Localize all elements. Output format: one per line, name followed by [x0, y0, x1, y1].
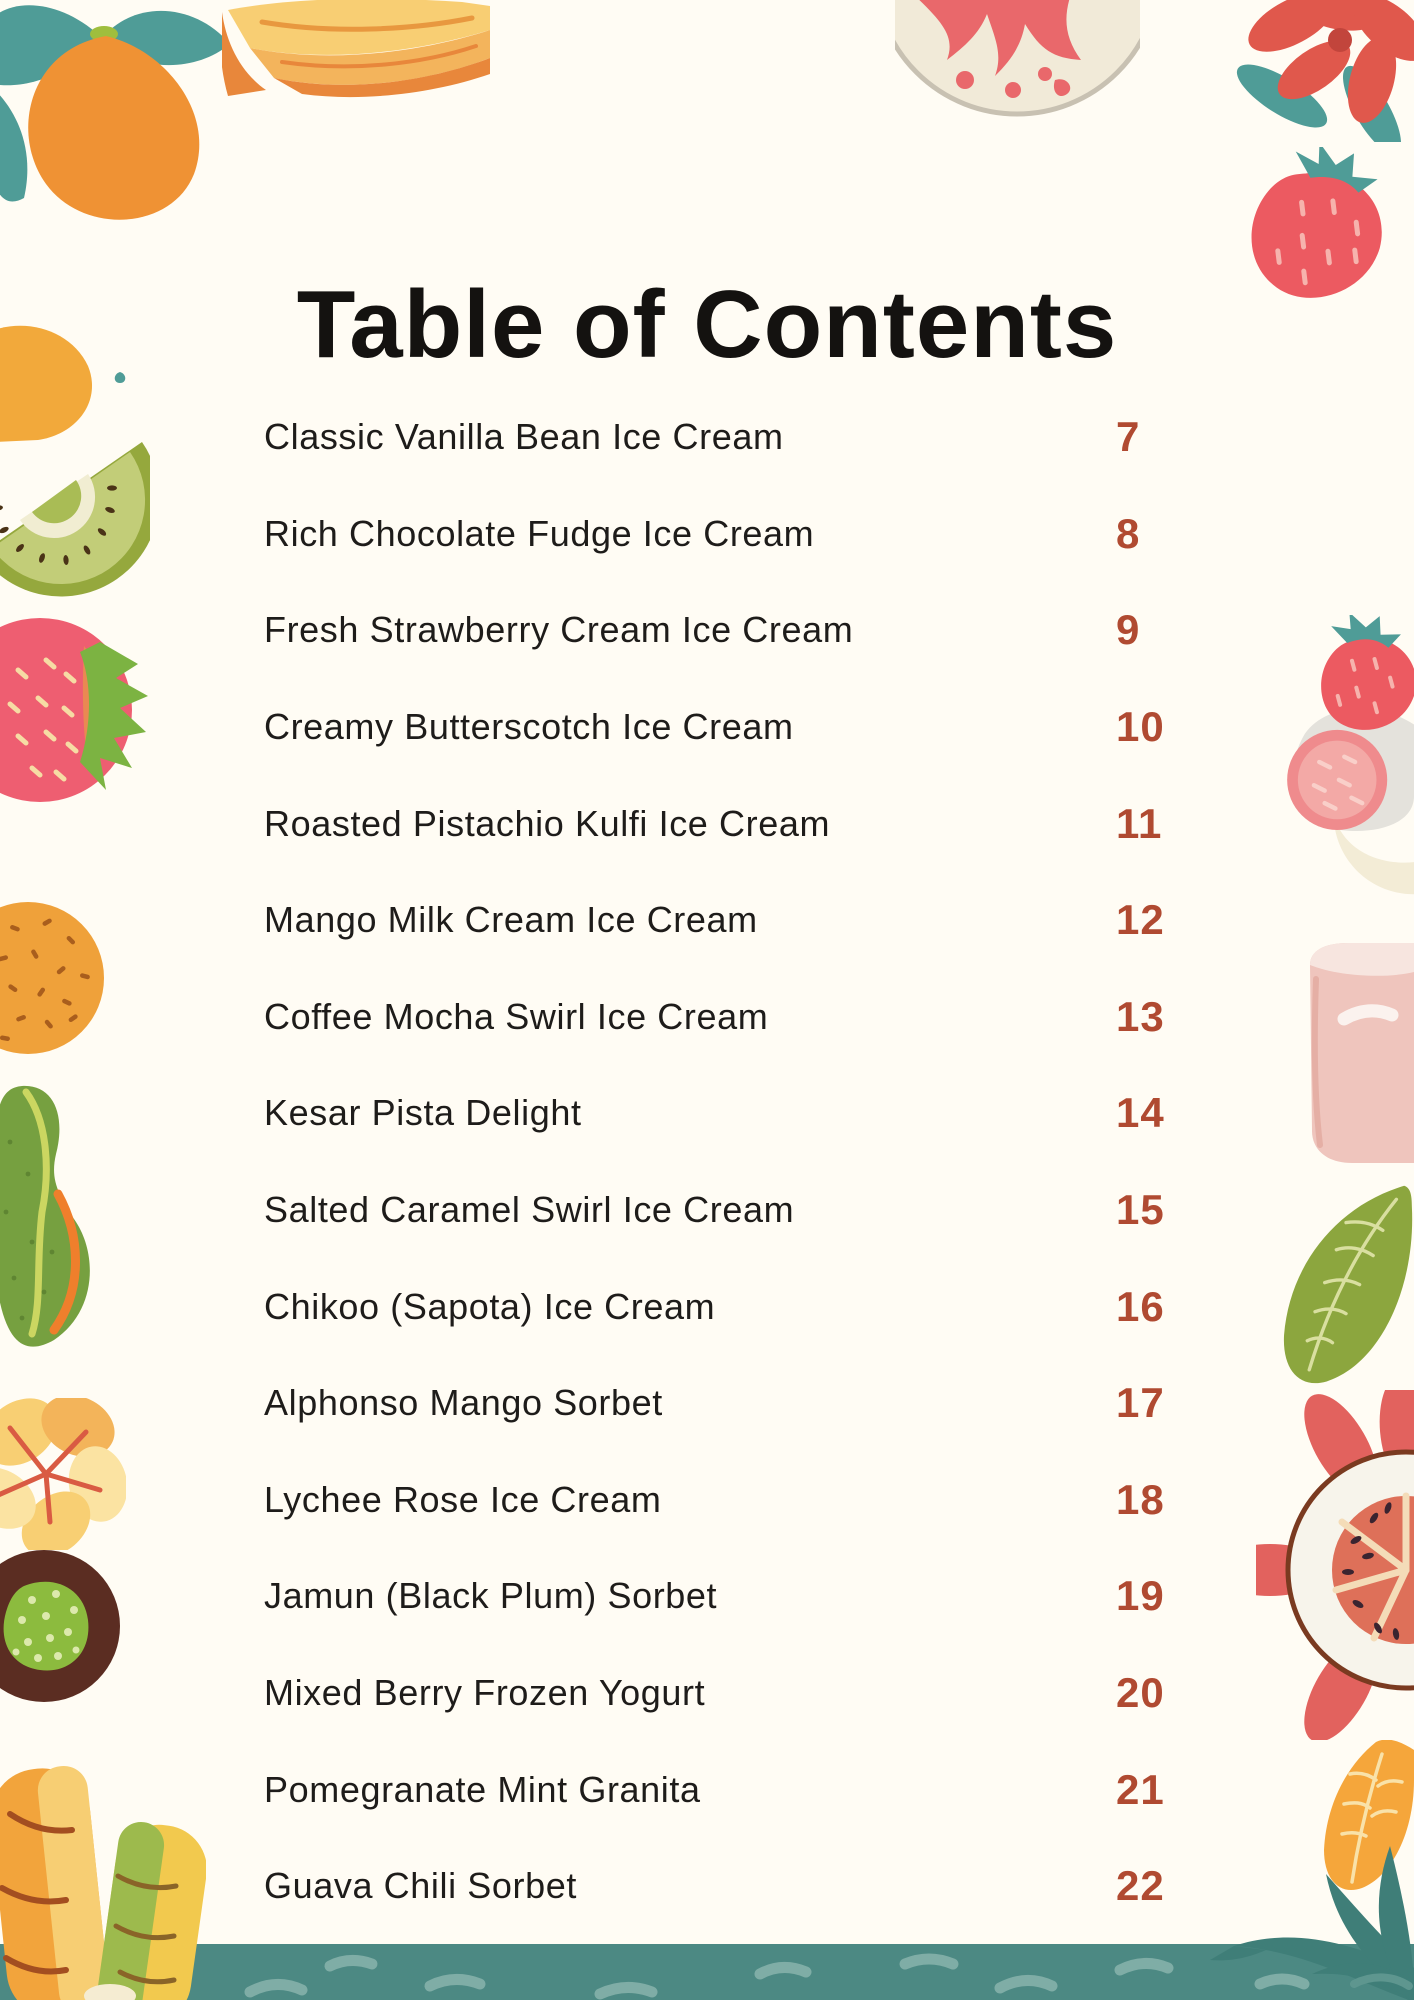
toc-row[interactable]	[264, 1355, 1180, 1452]
mango-icon	[0, 0, 234, 231]
toc-list	[264, 389, 1180, 1935]
toc-entry-label: Guava Chili Sorbet	[264, 1865, 577, 1907]
toc-row[interactable]	[264, 389, 1180, 486]
pink-strawberry-icon	[0, 612, 152, 807]
toc-entry-label: Kesar Pista Delight	[264, 1092, 582, 1134]
toc-row[interactable]	[264, 1065, 1180, 1162]
papaya-icon	[0, 1082, 108, 1354]
toc-entry-label: Coffee Mocha Swirl Ice Cream	[264, 995, 769, 1037]
toc-entry-label: Classic Vanilla Bean Ice Cream	[264, 416, 784, 458]
toc-entry-label: Rich Chocolate Fudge Ice Cream	[264, 512, 815, 554]
toc-entry-label: Pomegranate Mint Granita	[264, 1768, 701, 1810]
toc-entry-page: 7	[1116, 413, 1141, 461]
toc-entry-label: Mango Milk Cream Ice Cream	[264, 899, 758, 941]
toc-row[interactable]	[264, 1548, 1180, 1645]
toc-entry-page: 8	[1116, 509, 1141, 557]
toc-row[interactable]	[264, 582, 1180, 679]
toc-entry-page: 21	[1116, 1765, 1165, 1813]
orange-leaf-icon	[1322, 1740, 1414, 1898]
toc-row[interactable]	[264, 486, 1180, 583]
toc-row[interactable]	[264, 1452, 1180, 1549]
page-title: Table of Contents	[296, 271, 1118, 379]
water-band	[0, 1940, 1414, 2000]
toc-entry-label: Lychee Rose Ice Cream	[264, 1478, 662, 1520]
toc-row[interactable]	[264, 1838, 1180, 1935]
toc-entry-label: Fresh Strawberry Cream Ice Cream	[264, 609, 854, 651]
green-leaf-icon	[1278, 1180, 1414, 1395]
toc-entry-page: 14	[1116, 1089, 1165, 1137]
yellow-flower-icon	[0, 1398, 126, 1550]
toc-entry-label: Roasted Pistachio Kulfi Ice Cream	[264, 802, 831, 844]
toc-row[interactable]	[264, 969, 1180, 1066]
toc-entry-page: 13	[1116, 992, 1165, 1040]
toc-entry-page: 12	[1116, 896, 1165, 944]
toc-row[interactable]	[264, 872, 1180, 969]
toc-entry-label: Creamy Butterscotch Ice Cream	[264, 706, 794, 748]
toc-entry-page: 10	[1116, 703, 1165, 751]
toc-entry-label: Jamun (Black Plum) Sorbet	[264, 1575, 718, 1617]
strawberries-cream-icon	[1280, 615, 1414, 910]
toc-row[interactable]	[264, 679, 1180, 776]
toc-entry-page: 20	[1116, 1669, 1165, 1717]
toc-row[interactable]	[264, 1645, 1180, 1742]
toc-entry-label: Mixed Berry Frozen Yogurt	[264, 1672, 706, 1714]
speckled-orange-icon	[0, 898, 114, 1058]
toc-row[interactable]	[264, 1162, 1180, 1259]
toc-entry-page: 18	[1116, 1475, 1165, 1523]
toc-row[interactable]	[264, 775, 1180, 872]
toc-entry-label: Salted Caramel Swirl Ice Cream	[264, 1189, 795, 1231]
toc-entry-page: 22	[1116, 1862, 1165, 1910]
guava-cut-icon	[1256, 1390, 1414, 1740]
toc-row[interactable]	[264, 1258, 1180, 1355]
toc-entry-page: 19	[1116, 1572, 1165, 1620]
toc-entry-page: 15	[1116, 1186, 1165, 1234]
toc-entry-page: 17	[1116, 1379, 1165, 1427]
kiwi-half-icon	[0, 1548, 120, 1706]
palm-leaves-icon	[1204, 1832, 1414, 2000]
toc-entry-page: 16	[1116, 1282, 1165, 1330]
turmeric-roots-icon	[0, 1758, 206, 2000]
banana-icon	[222, 0, 490, 101]
toc-entry-page: 11	[1116, 799, 1163, 847]
pink-cup-icon	[1300, 935, 1414, 1177]
red-flower-icon	[1222, 0, 1414, 142]
toc-entry-label: Alphonso Mango Sorbet	[264, 1382, 663, 1424]
toc-row[interactable]	[264, 1741, 1180, 1838]
dessert-bowl-splash-icon	[895, 0, 1140, 122]
toc-entry-label: Chikoo (Sapota) Ice Cream	[264, 1285, 716, 1327]
toc-entry-page: 9	[1116, 606, 1141, 654]
kiwi-slice-icon	[0, 432, 150, 604]
